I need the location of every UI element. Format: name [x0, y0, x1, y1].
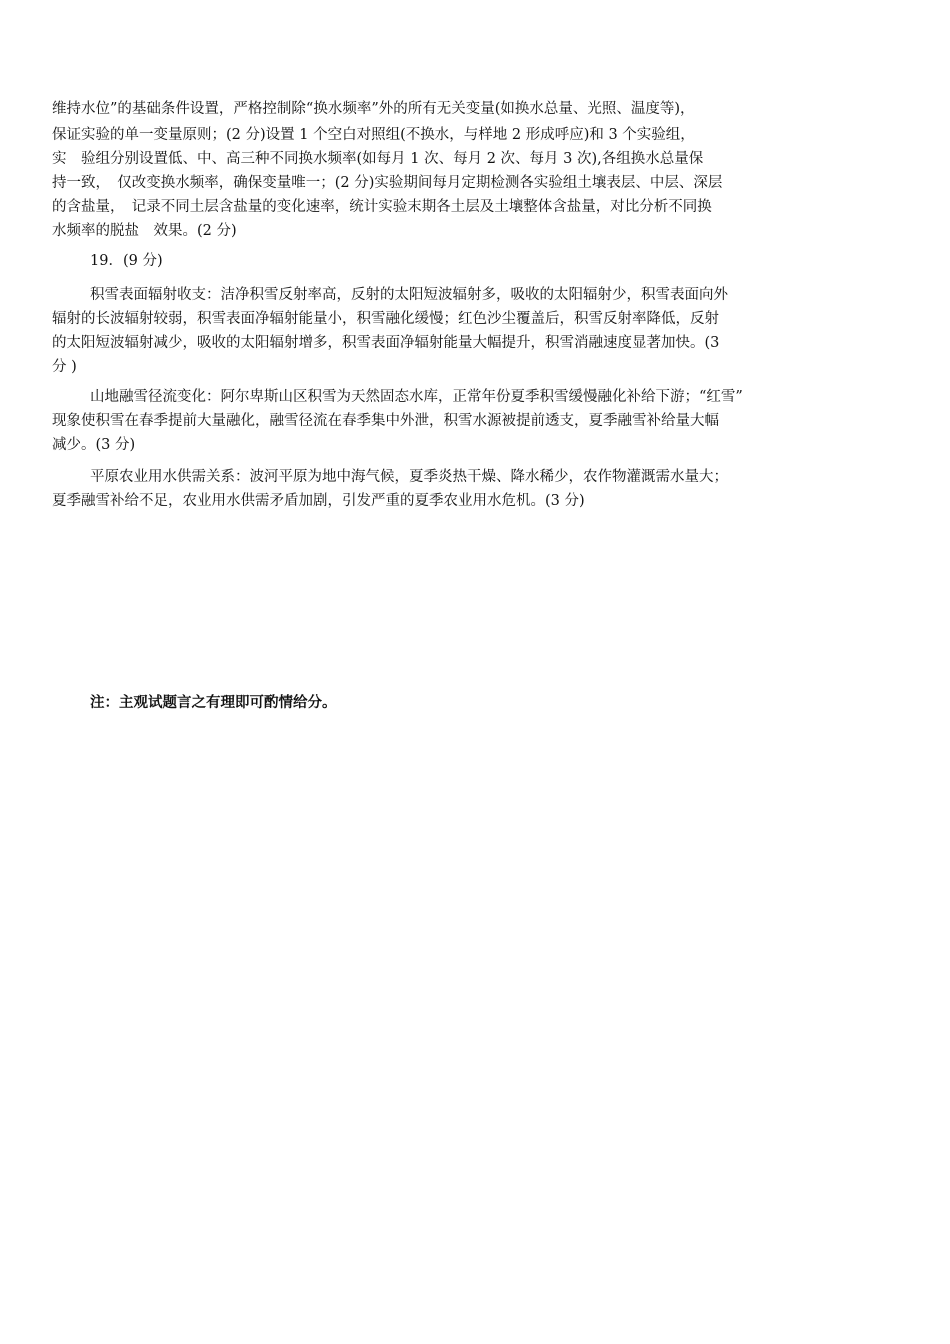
paragraph-line: 分 ) — [52, 359, 77, 375]
paragraph-line: 积雪表面辐射收支：洁净积雪反射率高，反射的太阳短波辐射多，吸收的太阳辐射少，积雪表面向外 — [90, 287, 728, 303]
text-line: 的含盐量， 记录不同土层含盐量的变化速率，统计实验末期各土层及土壤整体含盐量，对比分析不同换 — [52, 199, 712, 215]
text-line: 持一致， 仅改变换水频率，确保变量唯一；(2 分)实验期间每月定期检测各实验组土壤表层、中层、深层 — [52, 175, 723, 191]
paragraph-line: 山地融雪径流变化：阿尔卑斯山区积雪为天然固态水库，正常年份夏季积雪缓慢融化补给下游；“红雪” — [90, 389, 743, 405]
paragraph-line: 现象使积雪在春季提前大量融化，融雪径流在春季集中外泄，积雪水源被提前透支，夏季融雪补给量大幅 — [52, 413, 719, 429]
question-heading: 19．(9 分) — [90, 253, 163, 269]
text-line: 水频率的脱盐 效果。(2 分) — [52, 223, 237, 239]
grading-note: 注：主观试题言之有理即可酌情给分。 — [90, 695, 337, 711]
paragraph-line: 平原农业用水供需关系：波河平原为地中海气候，夏季炎热干燥、降水稀少，农作物灌溉需水量大； — [90, 469, 728, 485]
paragraph-line: 的太阳短波辐射减少，吸收的太阳辐射增多，积雪表面净辐射能量大幅提升，积雪消融速度显著加快。(3 — [52, 335, 720, 351]
text-line: 保证实验的单一变量原则；(2 分)设置 1 个空白对照组(不换水，与样地 2 形成呼应)和 3 个实验组， — [52, 127, 695, 143]
text-line: 维持水位”的基础条件设置，严格控制除“换水频率”外的所有无关变量(如换水总量、光照、温度等)， — [52, 101, 695, 117]
text-line: 实 验组分别设置低、中、高三种不同换水频率(如每月 1 次、每月 2 次、每月 3 次),各组换水总量保 — [52, 151, 704, 167]
paragraph-line: 夏季融雪补给不足，农业用水供需矛盾加剧，引发严重的夏季农业用水危机。(3 分) — [52, 493, 585, 509]
paragraph-line: 辐射的长波辐射较弱，积雪表面净辐射能量小，积雪融化缓慢；红色沙尘覆盖后，积雪反射率降低，反射 — [52, 311, 719, 327]
paragraph-line: 减少。(3 分) — [52, 437, 136, 453]
